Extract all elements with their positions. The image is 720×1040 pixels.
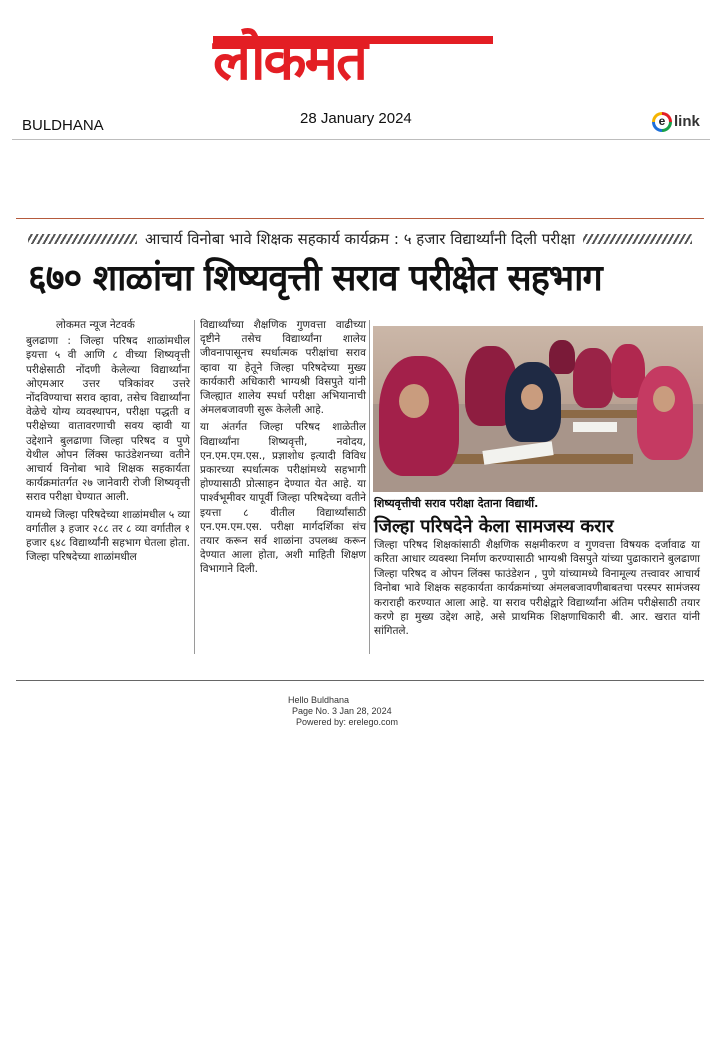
column-divider-2 (369, 320, 370, 654)
article-column-2 (200, 318, 366, 580)
kicker-hatch-left (28, 234, 137, 244)
publication-date: 28 January 2024 (300, 110, 412, 127)
kicker (28, 228, 692, 250)
byline: लोकमत न्यूज नेटवर्क (56, 319, 135, 331)
clip-top-rule (16, 218, 704, 219)
lokmat-logo (213, 22, 493, 104)
headline: ६७० शाळांचा शिष्यवृत्ती सराव परीक्षेत सहभाग (28, 258, 602, 299)
footer-powered-by: Powered by: erelego.com (296, 717, 399, 727)
logo-text: लोकमत (213, 28, 366, 93)
subheadline: जिल्हा परिषदेने केला सामजस्य करार (374, 516, 614, 537)
kicker-text: आचार्य विनोबा भावे शिक्षक सहकार्य कार्यक्रम : ५ हजार विद्यार्थ्यांनी दिली परीक्षा (145, 230, 575, 248)
news-clipping (16, 214, 704, 684)
masthead (0, 0, 720, 140)
edition-label: BULDHANA (22, 117, 104, 134)
kicker-hatch-right (583, 234, 692, 244)
elink-label: link (674, 113, 700, 130)
column-divider-1 (194, 320, 195, 654)
page-footer (260, 695, 460, 728)
column-1-paragraph-1: बुलढाणा : जिल्हा परिषद शाळांमधील इयत्ता ५ वी आणि ८ वीच्या शिष्यवृत्ती परीक्षेसाठी नोंदणी केलेल्या विद्यार्थ्यांना ओएमआर उत्तर पत्रिकांवर उत्तरे नोंदविण्याचा सराव व्हावा, तसेच विद्यार्थ्यांना वेळेचे योग्य व्यवस्थापन, परीक्षा पद्धती व परीक्षेच्या वातावरणाची सवय व्हावी या उद्देशाने बुलढाणा जिल्हा परिषद व पुणे येथील ओपन लिंक्स फाउंडेशनच्या वतीने आचार्य विनोबा भावे शिक्षक सहकार्यता कार्यक्रमांतर्गत २७ जानेवारी रोजी शिष्यवृत्ती सराव परीक्षा घेण्यात आली. (26, 335, 190, 504)
masthead-divider (12, 139, 710, 140)
clip-bottom-rule (16, 680, 704, 681)
students-exam-photo (373, 326, 703, 492)
elink-e-icon: e (652, 112, 672, 132)
footer-page-info: Page No. 3 Jan 28, 2024 (292, 706, 392, 716)
article-column-1 (26, 318, 190, 567)
column-2-paragraph-1: विद्यार्थ्यांच्या शैक्षणिक गुणवत्ता वाढीच्या दृष्टीने तसेच विद्यार्थ्यांना शालेय जीवनापासूनच स्पर्धात्मक परीक्षांचा सराव व्हावा या हेतूने जिल्हा परिषदेच्या मुख्य कार्यकारी अधिकारी भाग्यश्री विसपुते यांनी जिल्ह्यात शालेय स्पर्धा परीक्षा अभियानाची अंमलबजावणी सुरू केलेली आहे. (200, 319, 366, 417)
photo-caption: शिष्यवृत्तीची सराव परीक्षा देताना विद्यार्थी. (374, 497, 539, 510)
subsection-body: जिल्हा परिषद शिक्षकांसाठी शैक्षणिक सक्षमीकरण व गुणवत्ता विषयक दर्जावाढ या करिता आधार व्यवस्था निर्माण करण्यासाठी भाग्यश्री विसपुते यांच्या पुढाकाराने बुलढाणा जिल्हा परिषद व ओपन लिंक्स फाउंडेशन , पुणे यांच्यामध्ये विनामूल्य तत्त्वावर आचार्य विनोबा भावे शिक्षक सहकार्यता कार्यक्रमांच्या अंमलबजावणीबाबतचा परस्पर सामंजस्य कराराही करण्यात आला आहे. या सराव परीक्षेद्वारे विद्यार्थ्यांना अंतिम परीक्षेसाठी तयार करणे हा मुख्य उद्देश आहे, असे प्राथमिक शिक्षणाधिकारी बी. आर. खरात यांनी सांगितले. (374, 539, 700, 638)
column-2-paragraph-2: या अंतर्गत जिल्हा परिषद शाळेतील विद्यार्थ्यांना शिष्यवृत्ती, नवोदय, एन.एम.एम.एस., प्रज्ञाशोध इत्यादी विविध प्रकारच्या स्पर्धात्मक परीक्षांमध्ये सहभागी होण्यासाठी प्रोत्साहन देण्यात येत आहे. या पार्श्वभूमीवर यापूर्वी जिल्हा परिषदेच्या वतीने इयत्ता ८ वीतील विद्यार्थ्यांसाठी एन.एम.एम.एस. परीक्षा मार्गदर्शिका संच तयार करून सर्व शाळांना उपलब्ध करून देण्यात आला होता, अशी माहिती शिक्षण विभागाने दिली. (200, 421, 366, 576)
column-1-paragraph-2: यामध्ये जिल्हा परिषदेच्या शाळांमधील ५ व्या वर्गातील ३ हजार २८८ तर ८ व्या वर्गातील १ हजार ६४८ विद्यार्थ्यांनी सहभाग घेतला होता. जिल्हा परिषदेच्या शाळांमधील (26, 508, 190, 564)
footer-source: Hello Buldhana (288, 695, 350, 705)
